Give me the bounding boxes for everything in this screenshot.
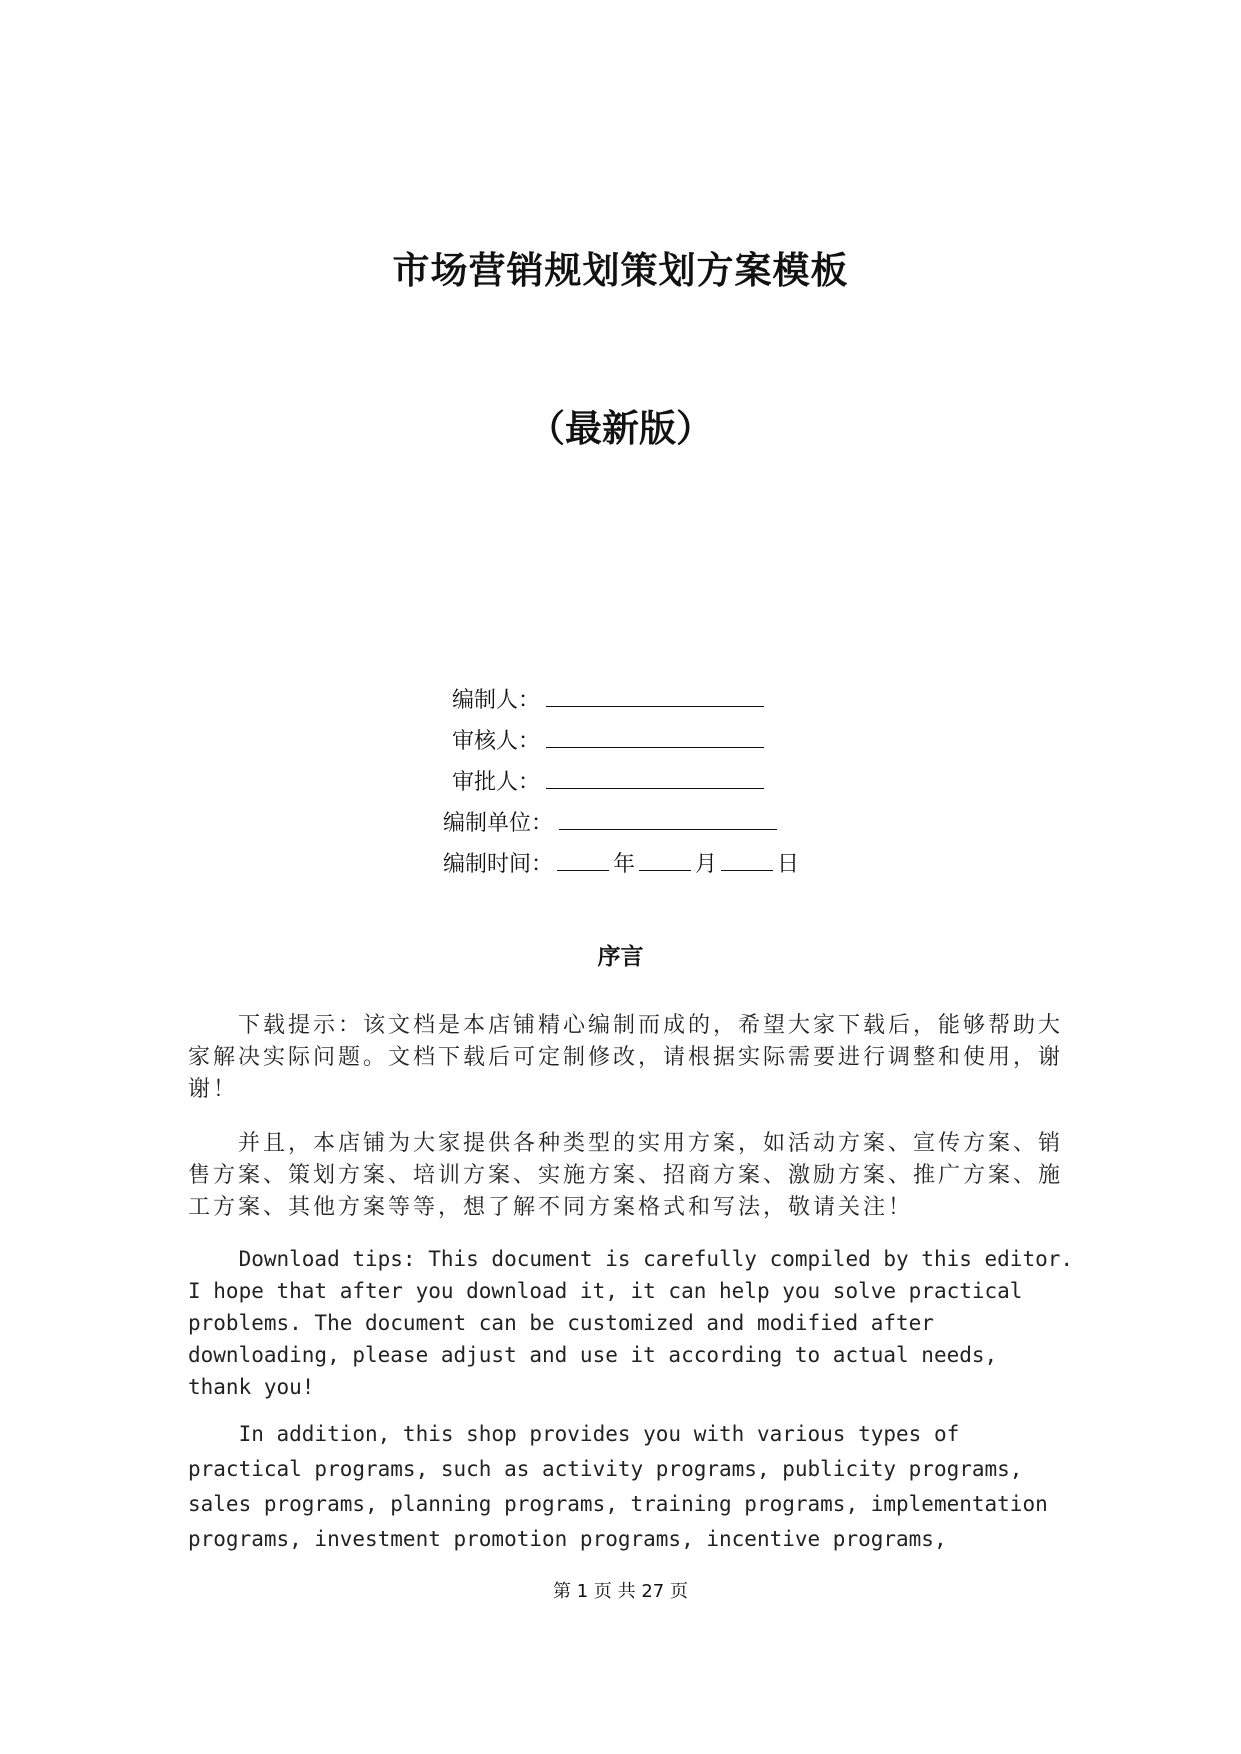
day-unit: 日 bbox=[777, 852, 800, 877]
text-line: programs, investment promotion programs, incentive programs, bbox=[188, 1527, 947, 1551]
month-unit: 月 bbox=[695, 852, 718, 877]
approver-field bbox=[0, 765, 1241, 806]
approver-blank[interactable] bbox=[546, 766, 764, 789]
page-number: 第 1 页 共 27 页 bbox=[553, 1581, 688, 1602]
year-unit: 年 bbox=[613, 852, 636, 877]
editor-label: 编制人： bbox=[451, 688, 540, 713]
text-line: 售方案、策划方案、培训方案、实施方案、招商方案、激励方案、推广方案、施 bbox=[188, 1163, 1064, 1188]
text-line: downloading, please adjust and use it according to actual needs, bbox=[188, 1343, 998, 1367]
editor-field bbox=[0, 683, 1241, 724]
editor-blank[interactable] bbox=[546, 684, 764, 707]
text-line: 谢！ bbox=[188, 1077, 239, 1102]
preface-heading: 序言 bbox=[597, 944, 644, 970]
text-line: practical programs, such as activity programs, publicity programs, bbox=[188, 1457, 1023, 1481]
text-line: Download tips: This document is carefully compiled by this editor. bbox=[188, 1247, 1074, 1271]
year-blank[interactable] bbox=[557, 848, 609, 871]
text-line: thank you! bbox=[188, 1375, 315, 1399]
month-blank[interactable] bbox=[639, 848, 691, 871]
preface-cn-paragraph-2 bbox=[188, 1128, 1068, 1224]
text-line: 工方案、其他方案等等，想了解不同方案格式和写法，敬请关注！ bbox=[188, 1195, 914, 1220]
text-line: sales programs, planning programs, training programs, implementation bbox=[188, 1492, 1048, 1516]
unit-label: 编制单位： bbox=[442, 811, 553, 836]
document-title: 市场营销规划策划方案模板 bbox=[392, 248, 849, 292]
unit-field bbox=[0, 806, 1241, 847]
signature-fields bbox=[0, 683, 1241, 888]
unit-blank[interactable] bbox=[559, 807, 777, 830]
preface-cn-paragraph-1 bbox=[188, 1010, 1068, 1106]
document-subtitle: （最新版） bbox=[528, 406, 713, 450]
time-label: 编制时间： bbox=[442, 852, 553, 877]
text-line: In addition, this shop provides you with various types of bbox=[188, 1422, 960, 1446]
reviewer-field bbox=[0, 724, 1241, 765]
reviewer-label: 审核人： bbox=[451, 729, 540, 754]
text-line: 并且，本店铺为大家提供各种类型的实用方案，如活动方案、宣传方案、销 bbox=[188, 1131, 1064, 1156]
text-line: 下载提示：该文档是本店铺精心编制而成的，希望大家下载后，能够帮助大 bbox=[188, 1013, 1064, 1038]
text-line: I hope that after you download it, it can help you solve practical bbox=[188, 1279, 1023, 1303]
time-field bbox=[0, 847, 1241, 888]
preface-en-paragraph-1 bbox=[188, 1243, 1074, 1403]
reviewer-blank[interactable] bbox=[546, 725, 764, 748]
day-blank[interactable] bbox=[721, 848, 773, 871]
preface-en-paragraph-2 bbox=[188, 1417, 1068, 1557]
text-line: 家解决实际问题。文档下载后可定制修改，请根据实际需要进行调整和使用，谢 bbox=[188, 1045, 1064, 1070]
approver-label: 审批人： bbox=[451, 770, 540, 795]
text-line: problems. The document can be customized and modified after bbox=[188, 1311, 934, 1335]
